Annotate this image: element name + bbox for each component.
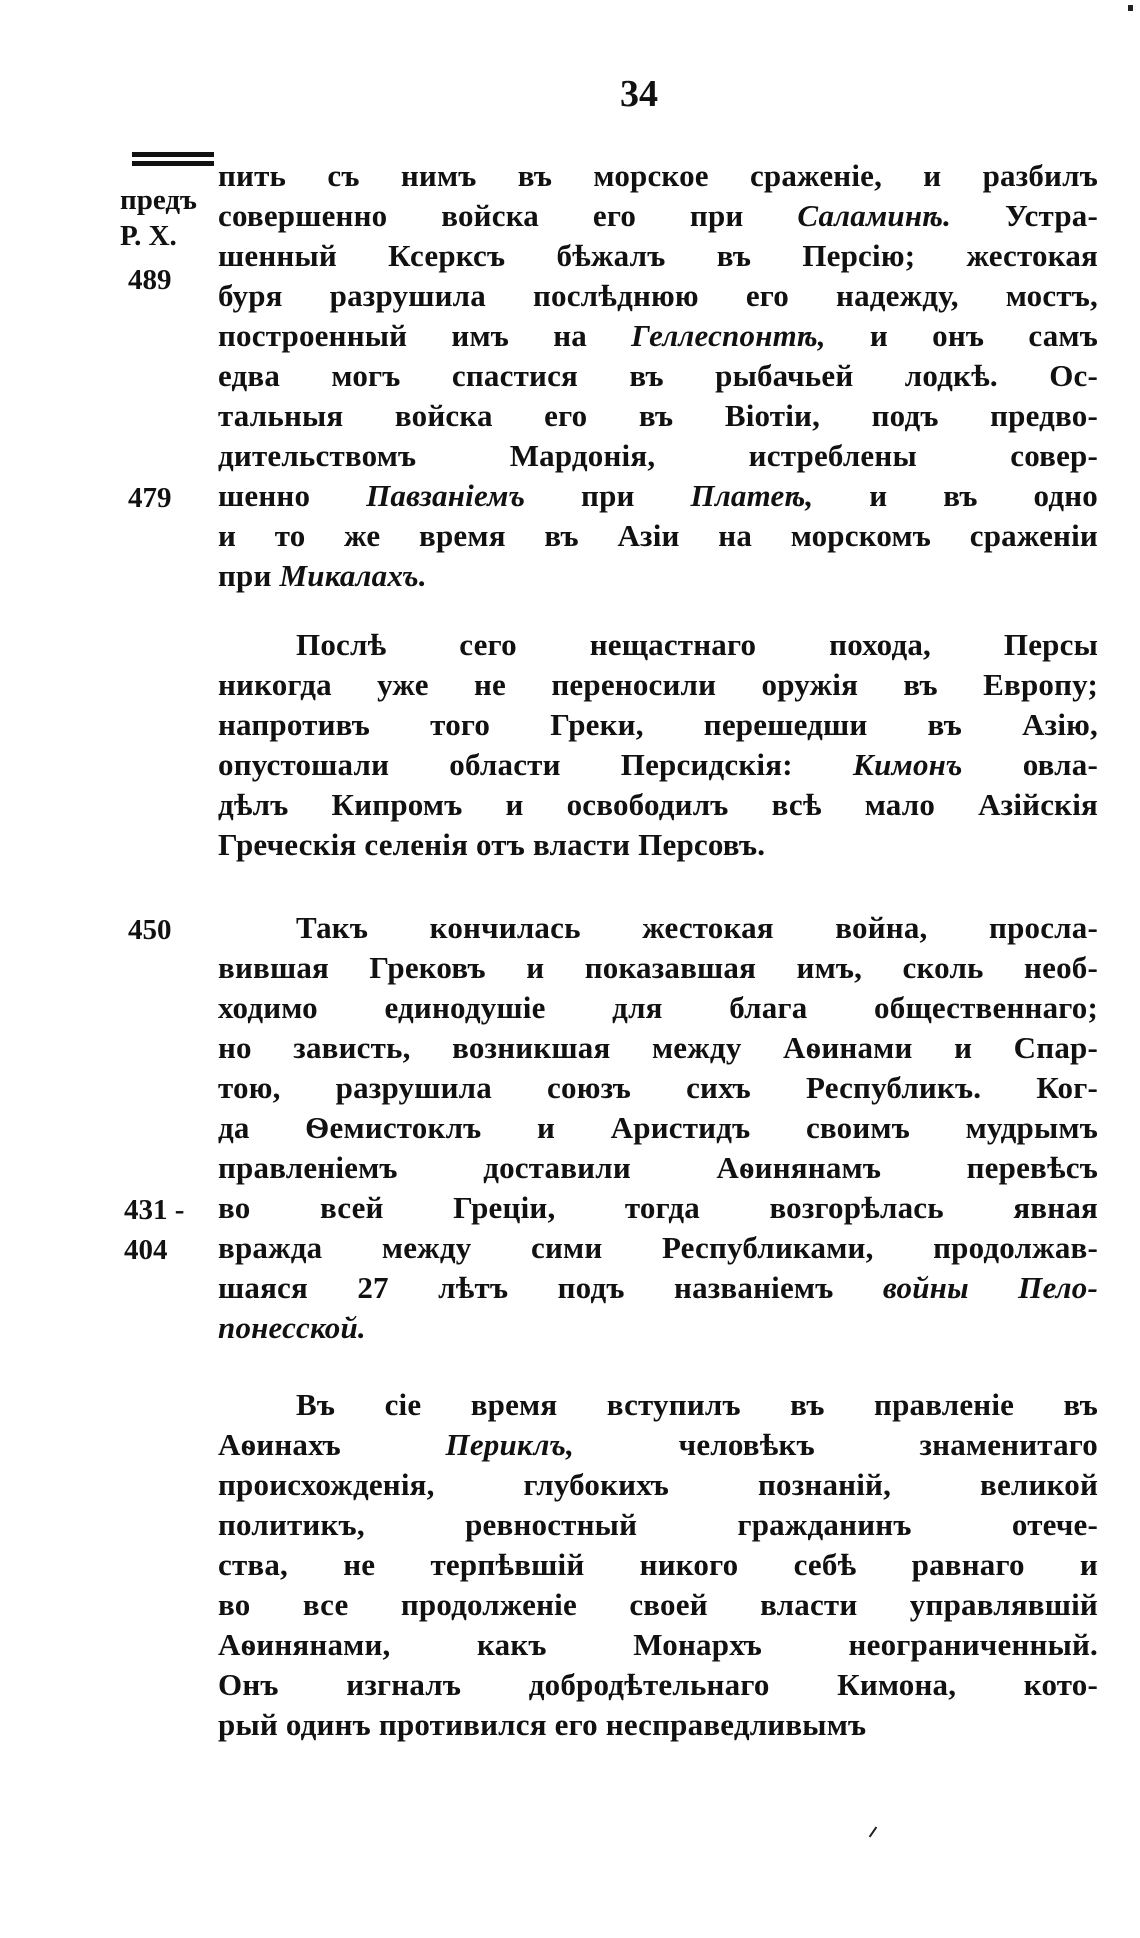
text-line: дительствомъ Мардонія, истреблены совер-: [218, 438, 1098, 473]
margin-year: 404: [124, 1234, 168, 1266]
text-line: происхожденія, глубокихъ познаній, великой: [218, 1467, 1098, 1502]
text-line: правленіемъ доставили Аѳинянамъ перевѣсъ: [218, 1150, 1098, 1185]
text-line: буря разрушила послѣднюю его надежду, мостъ,: [218, 278, 1098, 313]
text-line: шенно Павзаніемъ при Платеѣ, и въ одно: [218, 478, 1098, 513]
page-number: 34: [620, 73, 658, 115]
margin-year: 431 -: [124, 1194, 185, 1226]
margin-year: 479: [128, 482, 172, 514]
margin-year: 489: [128, 264, 172, 296]
scan-mark: [1128, 5, 1133, 11]
text-line: рый одинъ противился его несправедливымъ: [218, 1707, 867, 1742]
text-line: тальныя войска его въ Віотіи, подъ предво-: [218, 398, 1098, 433]
text-line: дѣлъ Кипромъ и освободилъ всѣ мало Азійскія: [218, 787, 1098, 822]
text-line: пить съ нимъ въ морское сраженіе, и разбилъ: [218, 158, 1098, 193]
text-line: тою, разрушила союзъ сихъ Республикъ. Ког-: [218, 1070, 1098, 1105]
text-line: вившая Грековъ и показавшая имъ, сколь необ-: [218, 950, 1098, 985]
text-line: ходимо единодушіе для блага общественнаго;: [218, 990, 1098, 1025]
text-line: шаяся 27 лѣтъ подъ названіемъ войны Пело-: [218, 1270, 1098, 1305]
text-line: едва могъ спастися въ рыбачьей лодкѣ. Ос-: [218, 358, 1098, 393]
text-line: Послѣ сего нещастнаго похода, Персы: [296, 627, 1098, 662]
text-line: Греческія селенія отъ власти Персовъ.: [218, 827, 766, 862]
text-line: никогда уже не переносили оружія въ Европу;: [218, 667, 1098, 702]
text-line: при Микалахъ.: [218, 558, 427, 593]
text-line: Аѳинянами, какъ Монархъ неограниченный.: [218, 1627, 1098, 1662]
text-line: Такъ кончилась жестокая война, просла-: [296, 910, 1098, 945]
text-line: но зависть, возникшая между Аѳинами и Спар-: [218, 1030, 1098, 1065]
text-line: построенный имъ на Геллеспонтѣ, и онъ самъ: [218, 318, 1098, 353]
section-rule: [132, 152, 214, 157]
text-line: Онъ изгналъ добродѣтельнаго Кимона, кото-: [218, 1667, 1098, 1702]
text-line: да Ѳемистоклъ и Аристидъ своимъ мудрымъ: [218, 1110, 1098, 1145]
text-line: ства, не терпѣвшій никого себѣ равнаго и: [218, 1547, 1098, 1582]
text-line: напротивъ того Греки, перешедши въ Азію,: [218, 707, 1098, 742]
section-rule: [132, 161, 214, 166]
margin-era-label: Р. Х.: [120, 220, 177, 252]
text-line: во все продолженіе своей власти управлявшій: [218, 1587, 1098, 1622]
margin-year: 450: [128, 914, 172, 946]
text-line: политикъ, ревностный гражданинъ отече-: [218, 1507, 1098, 1542]
text-line: во всей Греціи, тогда возгорѣлась явная: [218, 1190, 1098, 1225]
margin-era-label: предъ: [120, 184, 197, 216]
text-line: вражда между сими Республиками, продолжав-: [218, 1230, 1098, 1265]
text-line: шенный Ксерксъ бѣжалъ въ Персію; жестокая: [218, 238, 1098, 273]
text-line: и то же время въ Азіи на морскомъ сраженіи: [218, 518, 1098, 553]
text-line: Аѳинахъ Периклъ, человѣкъ знаменитаго: [218, 1427, 1098, 1462]
text-line: совершенно войска его при Саламинѣ. Устра-: [218, 198, 1098, 233]
text-line: понесской.: [218, 1310, 366, 1345]
text-line: Въ сіе время вступилъ въ правленіе въ: [296, 1387, 1098, 1422]
text-line: опустошали области Персидскія: Кимонъ овла-: [218, 747, 1098, 782]
scan-mark: [869, 1827, 878, 1838]
